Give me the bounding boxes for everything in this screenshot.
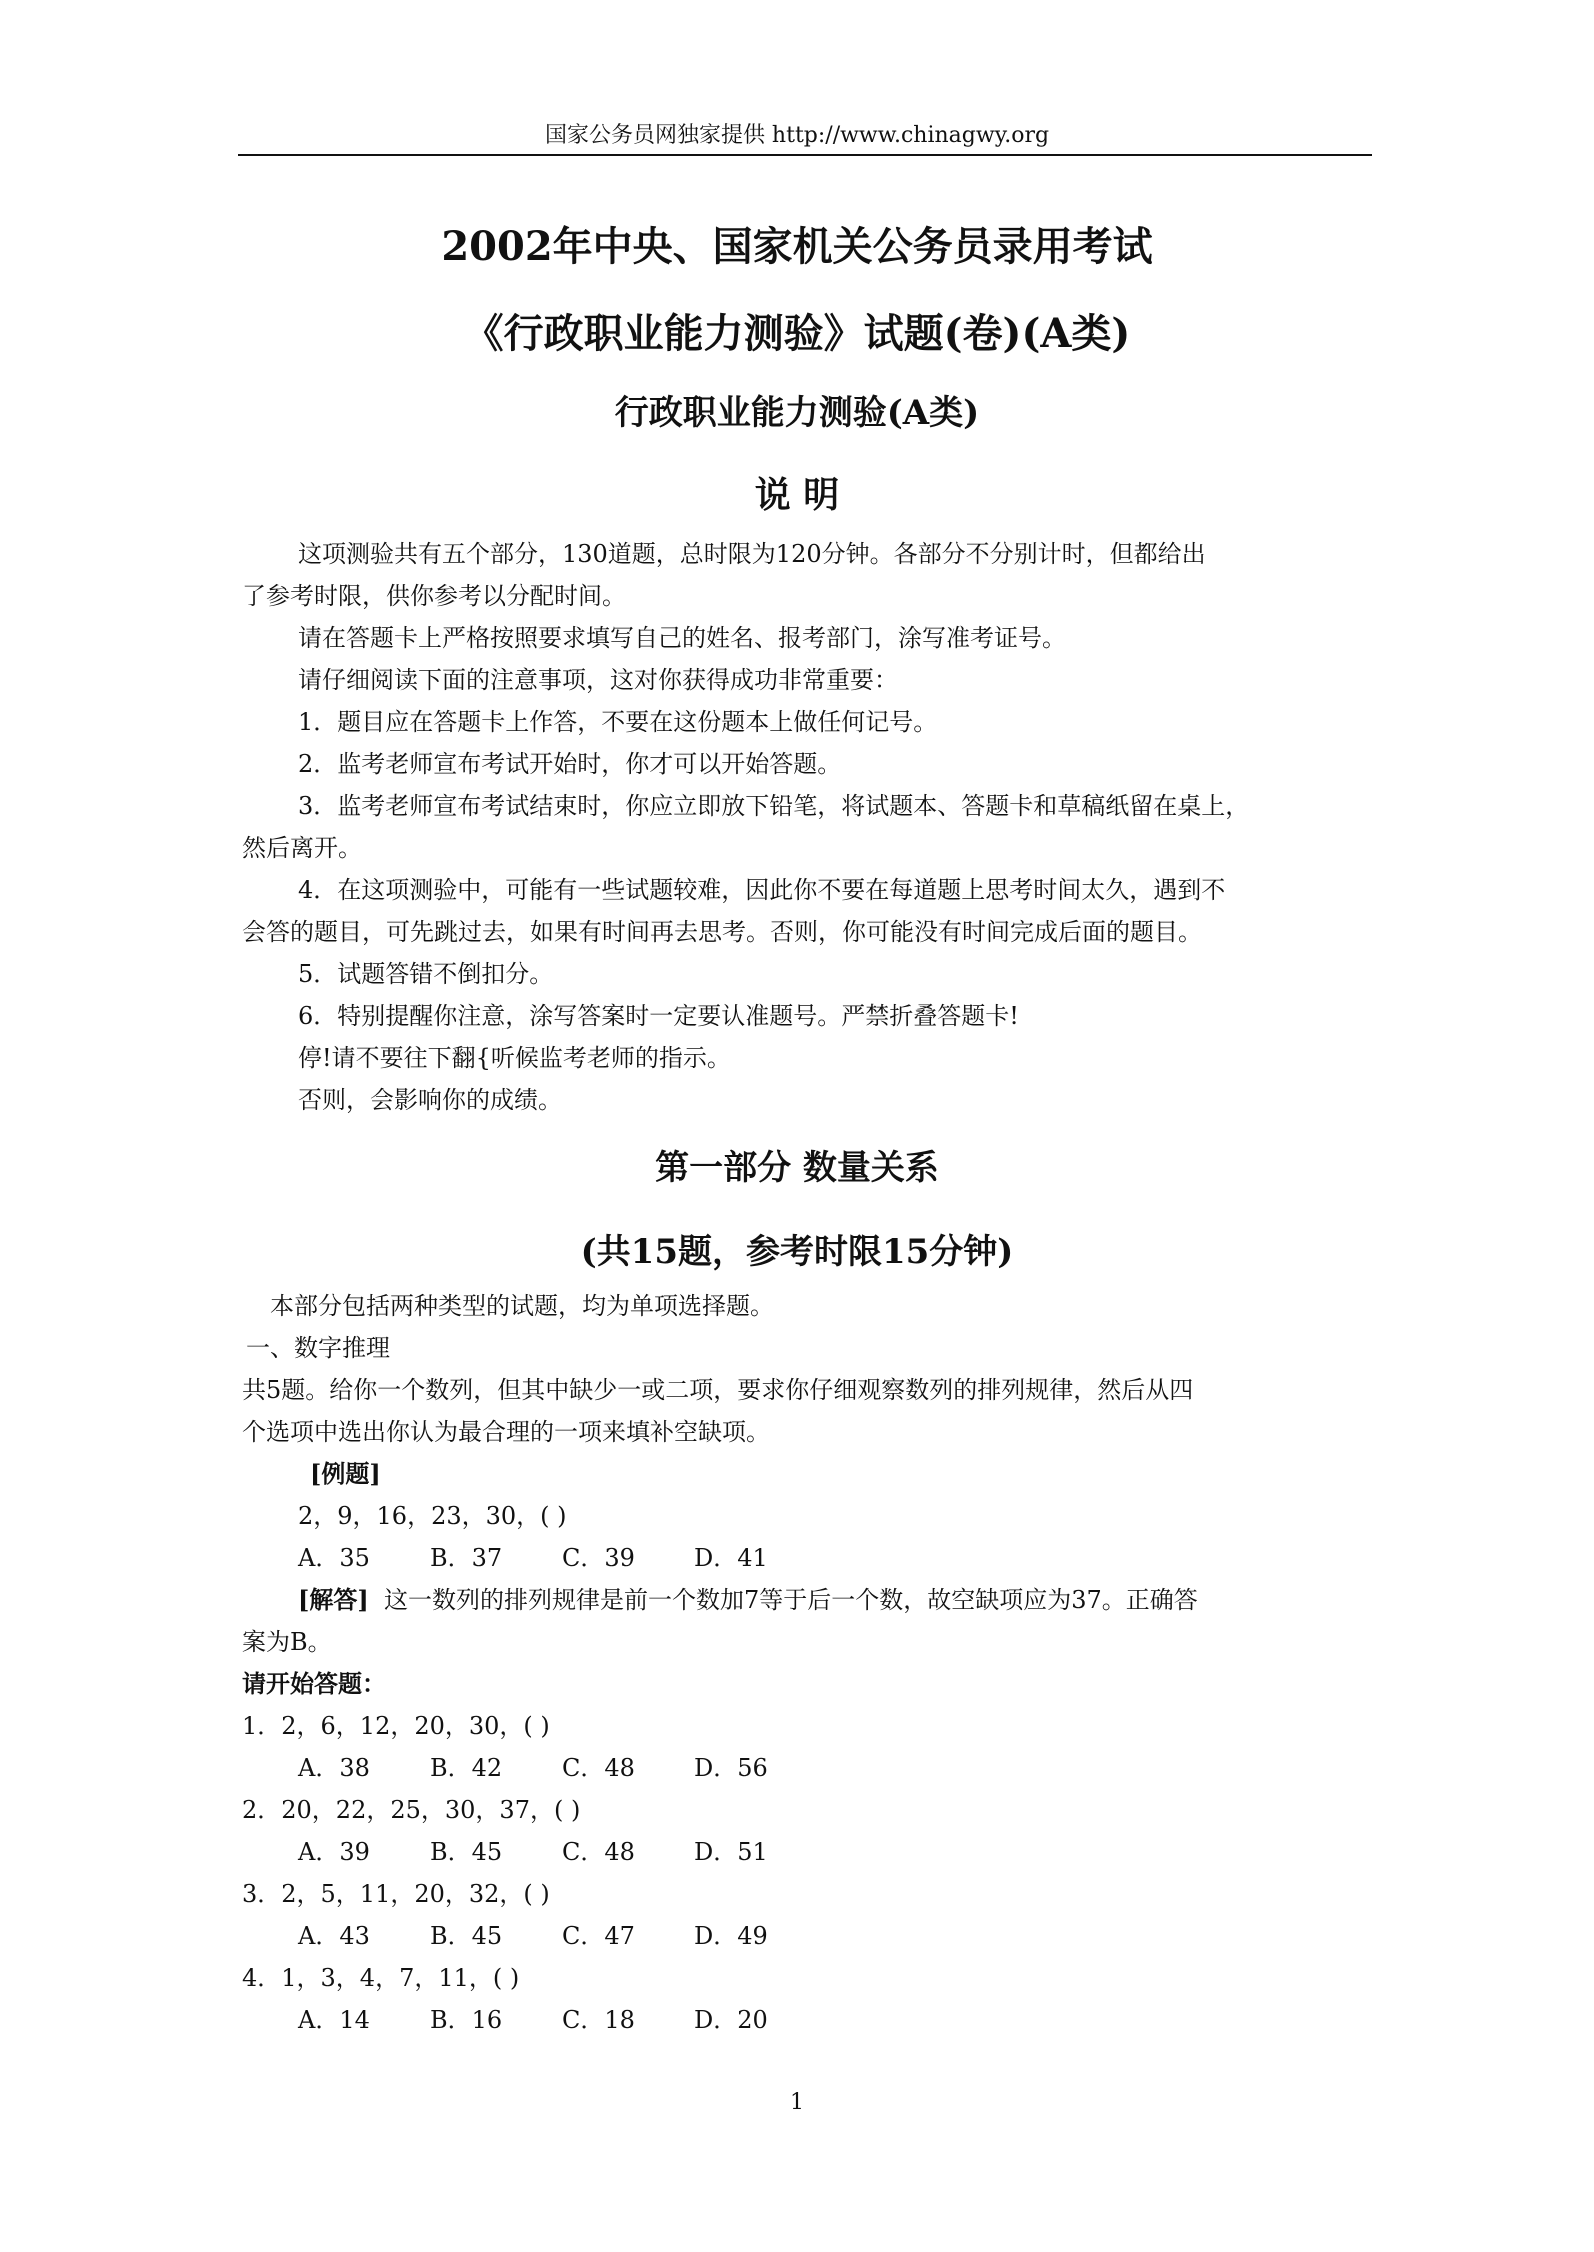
page-header: 国家公务员网独家提供 http://www.chinagwy.org xyxy=(544,123,1050,148)
section-subheading: (共15题，参考时限15分钟) xyxy=(580,1232,1014,1272)
question-2-options xyxy=(298,1838,898,1868)
example-sequence: 2，9，16，23，30，( ) xyxy=(298,1502,567,1530)
question-4-options xyxy=(298,2006,898,2036)
answer-text: 这一数列的排列规律是前一个数加7等于后一个数，故空缺项应为37。正确答 xyxy=(383,1586,1198,1614)
test-name: 行政职业能力测验(A类) xyxy=(614,393,980,433)
instructions-heading: 说 明 xyxy=(754,474,840,516)
warning-notice: 否则，会影响你的成绩。 xyxy=(298,1086,562,1114)
page-number: 1 xyxy=(790,2090,804,2115)
option-a: A．39 xyxy=(298,1838,370,1866)
notice-item-1: 1．题目应在答题卡上作答，不要在这份题本上做任何记号。 xyxy=(298,708,938,736)
answer-explanation-cont: 案为B。 xyxy=(242,1628,332,1656)
question-type-label: 一、数字推理 xyxy=(246,1334,390,1362)
instruction-paragraph-1: 这项测验共有五个部分，130道题，总时限为120分钟。各部分不分别计时，但都给出 xyxy=(298,540,1206,568)
option-b: B．16 xyxy=(430,2006,503,2034)
question-1-stem: 1．2，6，12，20，30，( ) xyxy=(242,1712,550,1740)
option-d: D．20 xyxy=(694,2006,768,2034)
notice-item-4-cont: 会答的题目，可先跳过去，如果有时间再去思考。否则，你可能没有时间完成后面的题目。 xyxy=(242,918,1202,946)
option-a: A．14 xyxy=(298,2006,370,2034)
start-answering-label: 请开始答题： xyxy=(242,1669,386,1698)
option-c: C．18 xyxy=(562,2006,635,2034)
option-d: D．51 xyxy=(694,1838,768,1866)
option-a: A．38 xyxy=(298,1754,370,1782)
option-c: C．48 xyxy=(562,1754,635,1782)
question-3-stem: 3．2，5，11，20，32，( ) xyxy=(242,1880,550,1908)
instruction-paragraph-1-cont: 了参考时限，供你参考以分配时间。 xyxy=(242,582,626,610)
exam-subtitle: 《行政职业能力测验》试题(卷)(A类) xyxy=(463,310,1131,357)
option-a: A．43 xyxy=(298,1922,370,1950)
option-b: B．45 xyxy=(430,1838,503,1866)
example-label: [例题] xyxy=(310,1459,381,1488)
instruction-paragraph-3: 请仔细阅读下面的注意事项，这对你获得成功非常重要： xyxy=(298,666,898,694)
notice-item-4: 4．在这项测验中，可能有一些试题较难，因此你不要在每道题上思考时间太久，遇到不 xyxy=(298,876,1226,904)
option-b: B．42 xyxy=(430,1754,503,1782)
header-rule xyxy=(238,154,1372,156)
notice-item-6: 6．特别提醒你注意，涂写答案时一定要认准题号。严禁折叠答题卡! xyxy=(298,1002,1019,1030)
option-d: D．49 xyxy=(694,1922,768,1950)
answer-explanation xyxy=(298,1586,1198,1614)
notice-item-2: 2．监考老师宣布考试开始时，你才可以开始答题。 xyxy=(298,750,842,778)
example-options xyxy=(298,1544,898,1574)
option-b: B．45 xyxy=(430,1922,503,1950)
answer-label: [解答] xyxy=(298,1585,369,1614)
option-c: C．39 xyxy=(562,1544,635,1572)
section-heading: 第一部分 数量关系 xyxy=(655,1148,939,1188)
question-2-stem: 2．20，22，25，30，37，( ) xyxy=(242,1796,581,1824)
option-d: D．41 xyxy=(694,1544,768,1572)
option-b: B．37 xyxy=(430,1544,503,1572)
notice-item-3: 3．监考老师宣布考试结束时，你应立即放下铅笔，将试题本、答题卡和草稿纸留在桌上， xyxy=(298,792,1250,820)
notice-item-3-cont: 然后离开。 xyxy=(242,834,362,862)
question-3-options xyxy=(298,1922,898,1952)
question-4-stem: 4．1，3，4，7，11，( ) xyxy=(242,1964,520,1992)
option-c: C．47 xyxy=(562,1922,635,1950)
option-a: A．35 xyxy=(298,1544,370,1572)
option-c: C．48 xyxy=(562,1838,635,1866)
section-intro: 本部分包括两种类型的试题，均为单项选择题。 xyxy=(270,1292,774,1320)
question-1-options xyxy=(298,1754,898,1784)
option-d: D．56 xyxy=(694,1754,768,1782)
question-type-description-cont: 个选项中选出你认为最合理的一项来填补空缺项。 xyxy=(242,1418,770,1446)
notice-item-5: 5．试题答错不倒扣分。 xyxy=(298,960,554,988)
instruction-paragraph-2: 请在答题卡上严格按照要求填写自己的姓名、报考部门，涂写准考证号。 xyxy=(298,624,1066,652)
exam-title: 2002年中央、国家机关公务员录用考试 xyxy=(441,223,1153,270)
stop-notice: 停!请不要往下翻{听候监考老师的指示。 xyxy=(298,1044,731,1072)
question-type-description: 共5题。给你一个数列，但其中缺少一或二项，要求你仔细观察数列的排列规律，然后从四 xyxy=(242,1376,1194,1404)
